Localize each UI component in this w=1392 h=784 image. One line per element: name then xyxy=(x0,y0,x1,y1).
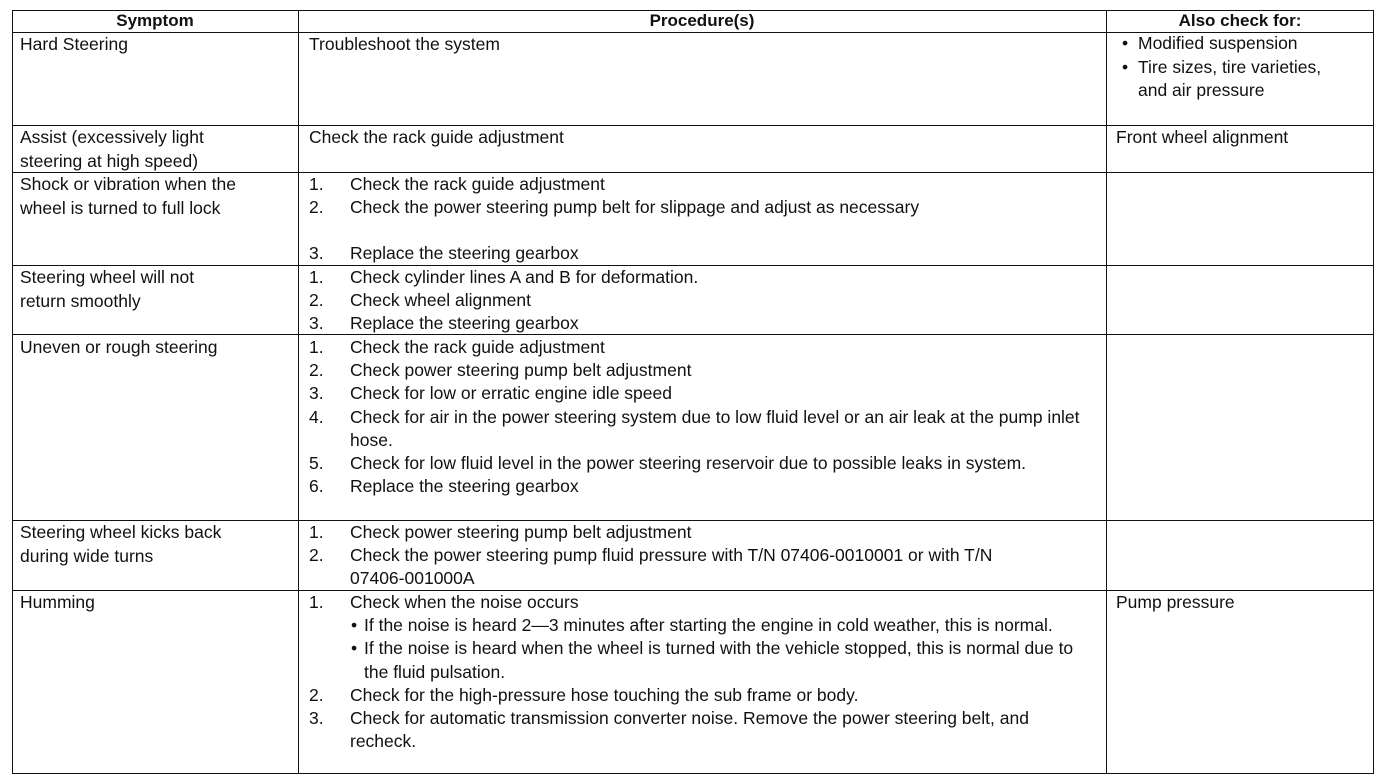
procedure-cell xyxy=(309,336,1089,498)
step-item: 1. Check power steering pump belt adjustment xyxy=(309,522,692,542)
also-check-cell: Pump pressure xyxy=(1116,592,1235,612)
step-item: 2. Check for the high-pressure hose touching the sub frame or body. xyxy=(309,684,859,705)
bullet-icon: • xyxy=(351,638,358,659)
header-also-check: Also check for: xyxy=(1178,11,1302,30)
procedure-cell xyxy=(309,266,1099,336)
step-item: 3. Replace the steering gearbox xyxy=(309,243,579,264)
symptom-cell: Steering wheel kicks back during wide turns xyxy=(20,522,222,566)
step-item: 6. Replace the steering gearbox xyxy=(309,476,579,497)
step-item: 2. Check power steering pump belt adjustment xyxy=(309,360,692,381)
step-item: 1. Check when the noise occurs xyxy=(309,592,579,612)
also-check-cell xyxy=(1116,32,1371,103)
bullet-icon: • xyxy=(1122,33,1129,53)
bullet-item: • Modified suspension xyxy=(1116,32,1371,56)
step-item: 3. Check for low or erratic engine idle speed xyxy=(309,383,672,404)
step-item: 1. Check cylinder lines A and B for deformation. xyxy=(309,267,699,287)
bullet-icon: • xyxy=(351,615,358,636)
procedure-cell xyxy=(309,33,1099,56)
symptom-cell: Assist (excessively light steering at high speed) xyxy=(20,127,204,171)
procedure-cell xyxy=(309,591,1089,753)
step-item: 5. Check for low fluid level in the power steering reservoir due to possible leaks in system. xyxy=(309,453,1027,474)
step-item: 2. Check the power steering pump fluid pressure with T/N 07406-0010001 or with T/N 07406-001000A xyxy=(309,545,993,589)
symptom-text: Hard Steering xyxy=(20,34,128,54)
symptom-cell: Humming xyxy=(20,592,95,612)
procedure-cell xyxy=(309,521,1039,591)
step-item: 3. Replace the steering gearbox xyxy=(309,313,579,334)
sub-bullet-item: • If the noise is heard 2—3 minutes after starting the engine in cold weather, this is normal. xyxy=(309,614,1089,637)
symptom-cell: Uneven or rough steering xyxy=(20,337,218,357)
procedure-text: Check the rack guide adjustment xyxy=(309,127,564,147)
also-check-cell: Front wheel alignment xyxy=(1116,127,1289,147)
step-item: 2. Check wheel alignment xyxy=(309,290,531,311)
step-item: 3. Check for automatic transmission converter noise. Remove the power steering belt, and recheck. xyxy=(309,708,1029,752)
bullet-icon: • xyxy=(1122,56,1129,77)
symptom-cell: Shock or vibration when the wheel is turned to full lock xyxy=(20,174,236,218)
sub-bullet-item: • If the noise is heard when the wheel is turned with the vehicle stopped, this is normal due to the fluid pulsation. xyxy=(351,638,1074,682)
step-item: 4. Check for air in the power steering system due to low fluid level or an air leak at the pump inlet hose. xyxy=(309,406,1080,450)
procedure-text: Troubleshoot the system xyxy=(309,34,500,54)
header-procedure: Procedure(s) xyxy=(649,11,755,30)
bullet-item: • Tire sizes, tire varieties, and air pressure xyxy=(1122,56,1322,100)
symptom-cell: Steering wheel will not return smoothly xyxy=(20,267,195,311)
header-symptom: Symptom xyxy=(116,11,194,30)
procedure-cell xyxy=(309,173,1099,266)
step-item: 1. Check the rack guide adjustment xyxy=(309,337,605,357)
procedure-cell xyxy=(309,126,1099,149)
step-item: 2. Check the power steering pump belt for slippage and adjust as necessary xyxy=(309,197,920,218)
symptom-cell xyxy=(20,33,295,57)
step-item: 1. Check the rack guide adjustment xyxy=(309,174,605,194)
